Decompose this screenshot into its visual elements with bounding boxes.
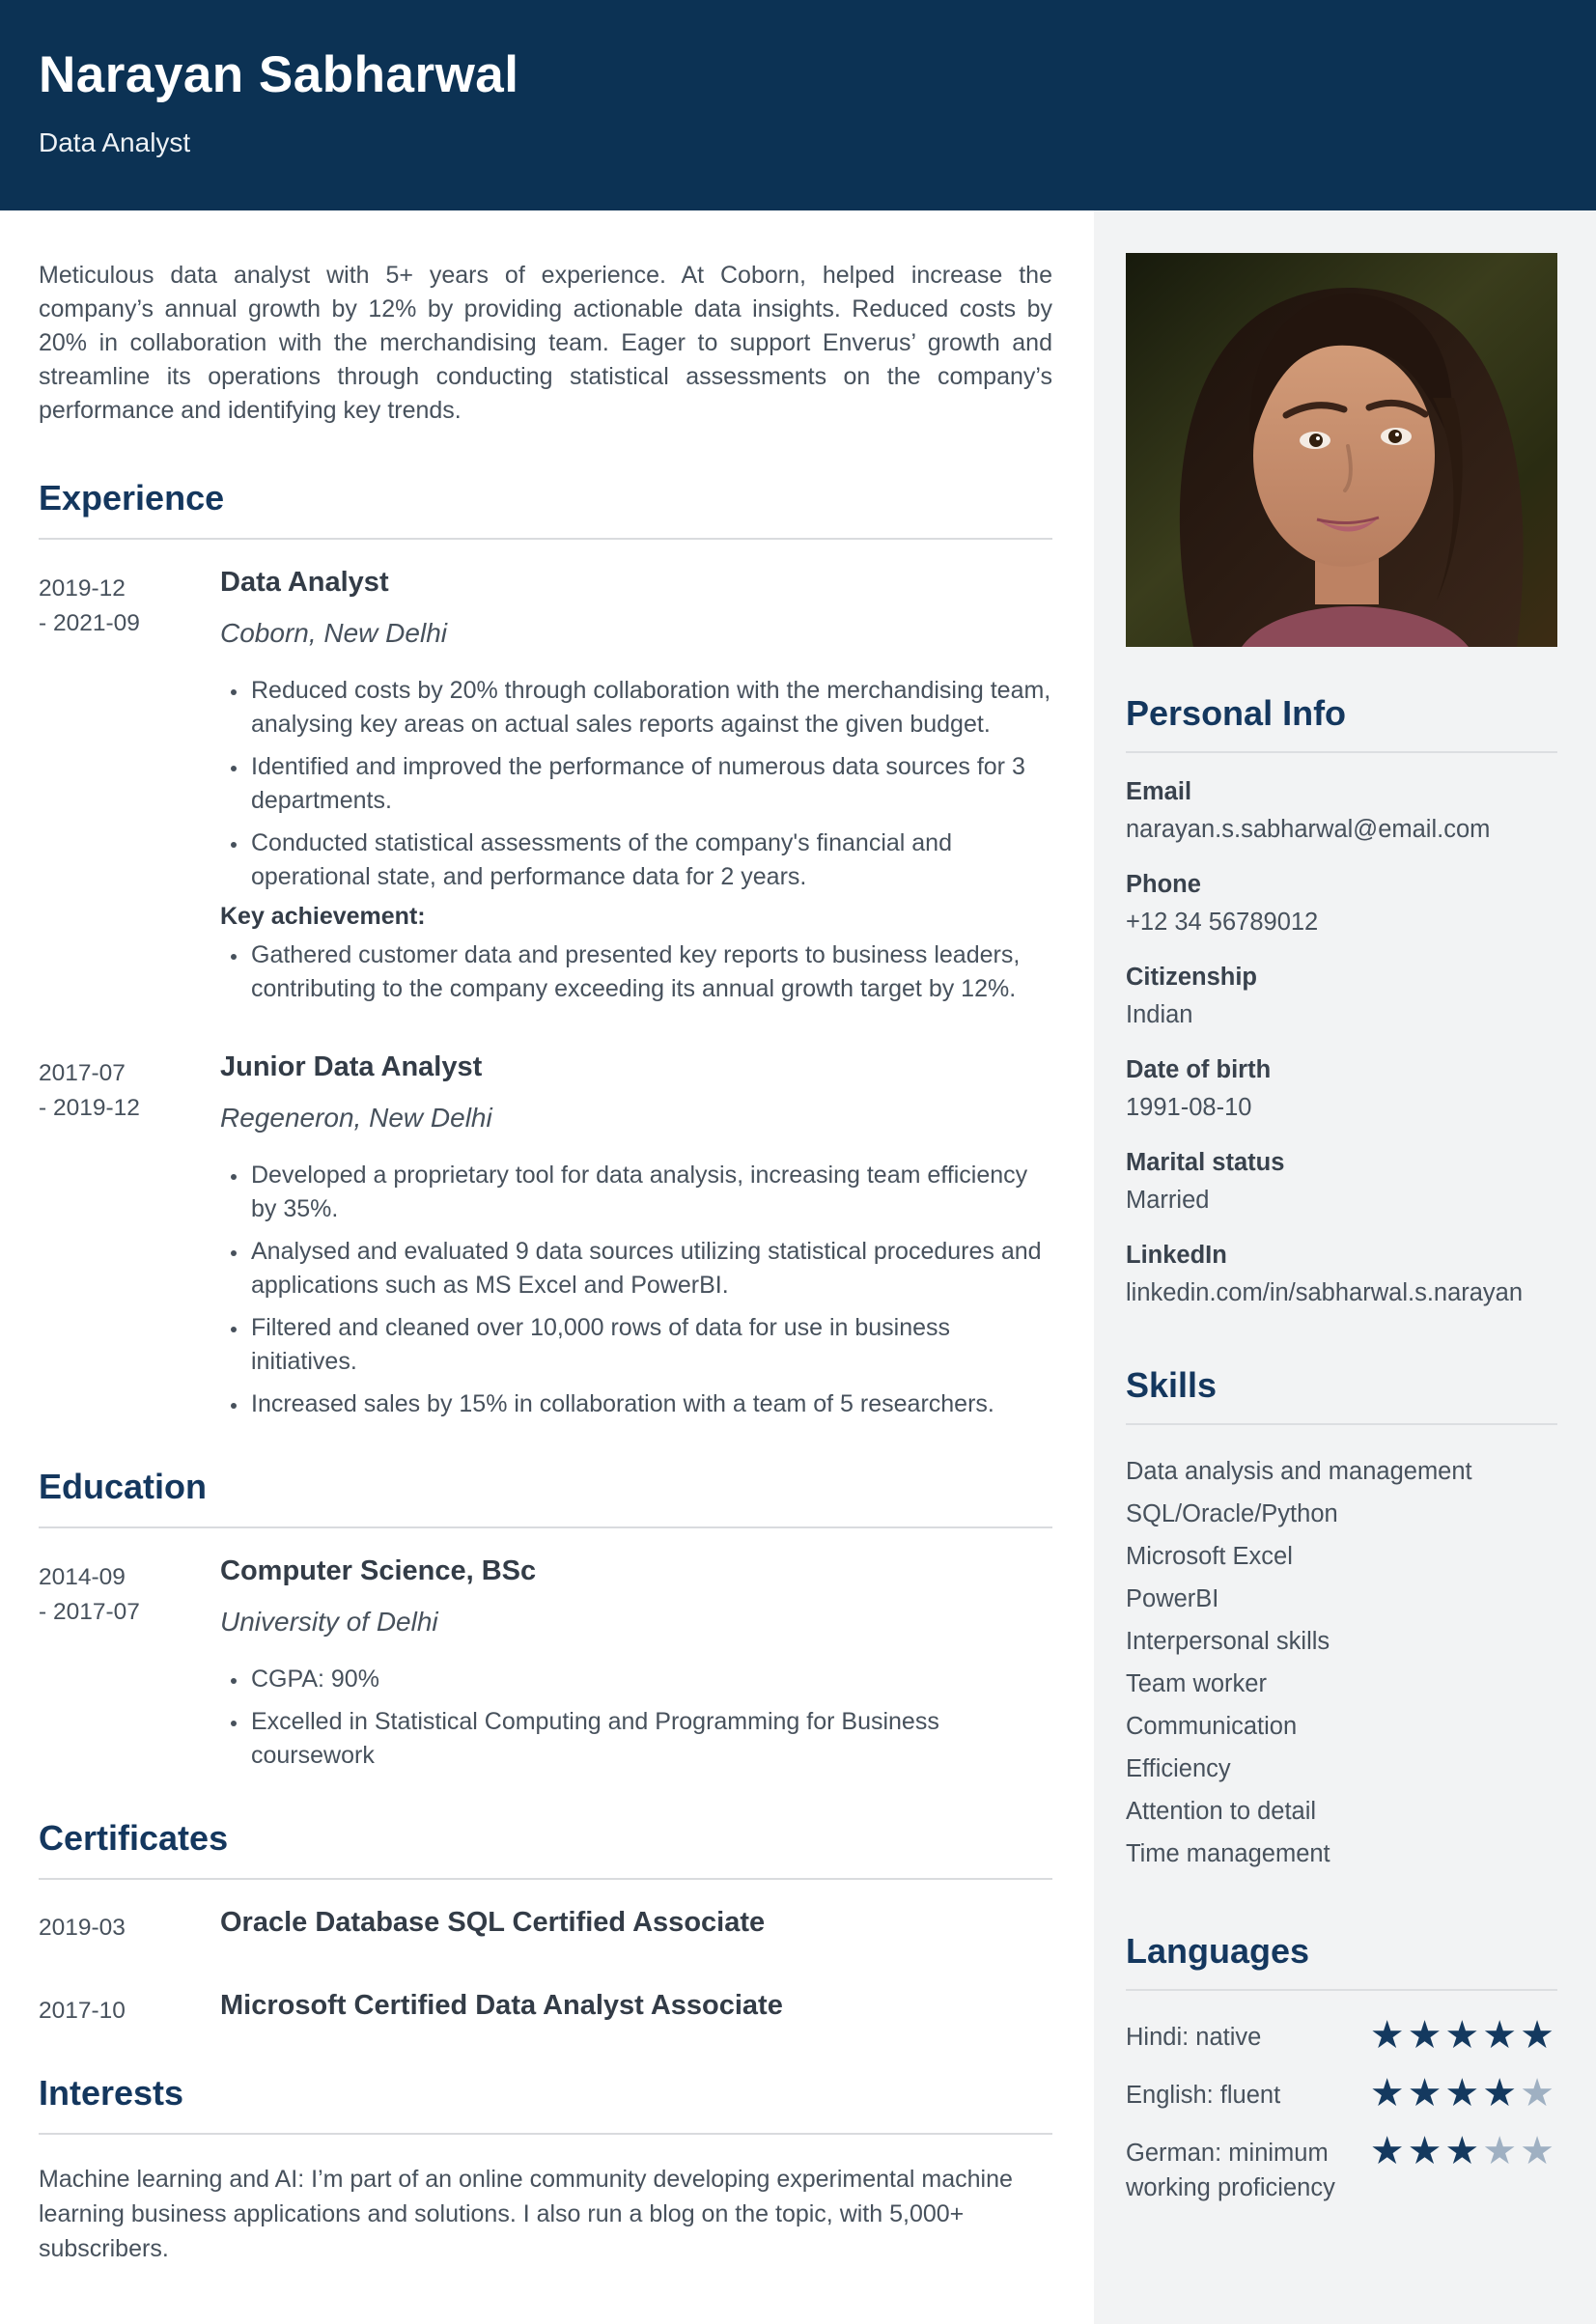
personal-info-label: Email — [1126, 778, 1192, 805]
skills-section — [1126, 1365, 1557, 1875]
star-rating — [1370, 2074, 1557, 2113]
personal-info-section — [1126, 693, 1557, 1309]
dated-entry — [39, 567, 1052, 1015]
star-icon: ★ — [1482, 2014, 1521, 2057]
experience-heading: Experience — [39, 478, 225, 518]
certificate-title: Microsoft Certified Data Analyst Associate — [220, 1990, 783, 2021]
star-icon: ★ — [1369, 2072, 1408, 2114]
star-icon: ★ — [1369, 2014, 1408, 2057]
personal-info-value: +12 34 56789012 — [1126, 909, 1319, 936]
entry-company: Coborn, New Delhi — [220, 618, 447, 648]
language-item — [1126, 2074, 1557, 2113]
language-item — [1126, 2132, 1557, 2205]
profile-summary: Meticulous data analyst with 5+ years of experience. At Coborn, helped increase the company’s annual growth by 12% by providing actionable data insights. Reduced costs by 20% in collaboration with the merchandising team. Eager to support Enverus’ growth and streamline its operations through conducting statistical assessments on the company’s performance and identifying key trends. — [39, 262, 1052, 424]
person-name: Narayan Sabharwal — [39, 46, 519, 103]
entry-content — [220, 1555, 1052, 1781]
skill-item: Microsoft Excel — [1126, 1543, 1293, 1570]
resume-header — [0, 0, 1596, 210]
personal-info-field — [1126, 964, 1557, 1031]
section-divider — [39, 1878, 1052, 1880]
certificate-date: 2017-10 — [39, 1998, 126, 2024]
entry-date-end: - 2019-12 — [39, 1095, 140, 1121]
entry-date-start: 2014-09 — [39, 1564, 126, 1590]
certificate-content — [220, 1907, 1052, 1946]
personal-info-value: Married — [1126, 1187, 1210, 1214]
skills-heading: Skills — [1126, 1365, 1218, 1405]
skill-item: PowerBI — [1126, 1585, 1219, 1612]
certificates-heading: Certificates — [39, 1818, 229, 1858]
personal-info-label: Citizenship — [1126, 964, 1258, 991]
star-icon: ★ — [1520, 2072, 1557, 2114]
sidebar — [1094, 210, 1596, 2324]
entry-date-range — [39, 1555, 220, 1781]
entry-bullet: • CGPA: 90% — [249, 1663, 1052, 1696]
personal-info-label: Date of birth — [1126, 1056, 1272, 1083]
language-label: Hindi: native — [1126, 2024, 1262, 2051]
interests-heading: Interests — [39, 2073, 184, 2113]
skill-item: Time management — [1126, 1840, 1330, 1867]
key-achievement-label: Key achievement: — [220, 903, 426, 930]
entry-date-range — [39, 1051, 220, 1430]
skills-list — [1126, 1450, 1557, 1875]
entry-bullet: • Filtered and cleaned over 10,000 rows of data for use in business initiatives. — [249, 1311, 1052, 1379]
skill-item: Attention to detail — [1126, 1798, 1317, 1825]
entry-content — [220, 1051, 1052, 1430]
interests-text: Machine learning and AI: I’m part of an online community developing experimental machine learning business applications and solutions. I also run a blog on the topic, with 5,000+ subscribers. — [39, 2166, 1013, 2262]
experience-section — [39, 478, 1052, 1430]
section-divider — [39, 1526, 1052, 1528]
entry-bullet: • Analysed and evaluated 9 data sources utilizing statistical procedures and applications such as MS Excel and PowerBI. — [249, 1235, 1052, 1302]
star-icon: ★ — [1520, 2130, 1557, 2172]
entry-date-range — [39, 567, 220, 1015]
interests-section — [39, 2073, 1052, 2266]
star-rating — [1370, 2016, 1557, 2055]
certificates-section — [39, 1818, 1052, 2029]
personal-info-field — [1126, 1149, 1557, 1217]
person-job-title: Data Analyst — [39, 126, 191, 157]
section-divider — [39, 2133, 1052, 2135]
personal-info-field — [1126, 1242, 1557, 1309]
personal-info-value: linkedin.com/in/sabharwal.s.narayan — [1126, 1279, 1524, 1306]
profile-photo — [1126, 253, 1557, 647]
language-item — [1126, 2016, 1557, 2055]
key-achievement-list — [249, 938, 1052, 1006]
entry-company: Regeneron, New Delhi — [220, 1103, 492, 1133]
star-icon: ★ — [1407, 2072, 1445, 2114]
entry-bullet: • Increased sales by 15% in collaboration with a team of 5 researchers. — [249, 1387, 1052, 1421]
content-columns — [0, 210, 1596, 2324]
certificate-entry — [39, 1990, 1052, 2029]
personal-info-field — [1126, 1056, 1557, 1124]
entry-date-end: - 2021-09 — [39, 610, 140, 636]
star-icon: ★ — [1407, 2130, 1445, 2172]
dated-entry — [39, 1555, 1052, 1781]
languages-list — [1126, 2016, 1557, 2205]
certificate-date: 2019-03 — [39, 1915, 126, 1941]
personal-info-fields — [1126, 778, 1557, 1309]
dated-entry — [39, 1051, 1052, 1430]
certificate-entries — [39, 1907, 1052, 2029]
skill-item: SQL/Oracle/Python — [1126, 1500, 1338, 1527]
skill-item: Efficiency — [1126, 1755, 1231, 1782]
entry-bullet: • Developed a proprietary tool for data analysis, increasing team efficiency by 35%. — [249, 1159, 1052, 1226]
skill-item: Interpersonal skills — [1126, 1628, 1330, 1655]
star-rating — [1370, 2132, 1557, 2170]
main-column — [0, 210, 1094, 2324]
languages-section — [1126, 1931, 1557, 2205]
personal-info-value: narayan.s.sabharwal@email.com — [1126, 816, 1491, 843]
education-section — [39, 1467, 1052, 1781]
personal-info-value: 1991-08-10 — [1126, 1094, 1252, 1121]
personal-info-label: Phone — [1126, 871, 1201, 898]
sidebar-divider — [1126, 751, 1557, 753]
entry-date-start: 2017-07 — [39, 1060, 126, 1086]
entry-bullet: • Excelled in Statistical Computing and Programming for Business coursework — [249, 1705, 1052, 1773]
skill-item: Communication — [1126, 1713, 1298, 1740]
sidebar-divider — [1126, 1989, 1557, 1991]
entry-title: Computer Science, BSc — [220, 1555, 537, 1586]
languages-heading: Languages — [1126, 1931, 1310, 1971]
star-icon: ★ — [1520, 2014, 1557, 2057]
skill-item: Data analysis and management — [1126, 1458, 1472, 1485]
personal-info-value: Indian — [1126, 1001, 1193, 1028]
star-icon: ★ — [1444, 2130, 1483, 2172]
personal-info-label: LinkedIn — [1126, 1242, 1227, 1269]
star-icon: ★ — [1482, 2072, 1521, 2114]
experience-entries — [39, 567, 1052, 1430]
certificate-content — [220, 1990, 1052, 2029]
star-icon: ★ — [1407, 2014, 1445, 2057]
entry-title: Data Analyst — [220, 567, 389, 598]
certificate-title: Oracle Database SQL Certified Associate — [220, 1907, 766, 1938]
star-icon: ★ — [1369, 2130, 1408, 2172]
star-icon: ★ — [1482, 2130, 1521, 2172]
language-label: German: minimum working proficiency — [1126, 2140, 1335, 2201]
star-icon: ★ — [1444, 2072, 1483, 2114]
personal-info-field — [1126, 778, 1557, 846]
key-achievement-bullet: • Gathered customer data and presented key reports to business leaders, contributing to the company exceeding its annual growth target by 12%. — [249, 938, 1052, 1006]
personal-info-label: Marital status — [1126, 1149, 1285, 1176]
entry-date-end: - 2017-07 — [39, 1599, 140, 1625]
skill-item: Team worker — [1126, 1670, 1267, 1697]
education-heading: Education — [39, 1467, 208, 1506]
star-icon: ★ — [1444, 2014, 1483, 2057]
entry-bullet: • Conducted statistical assessments of the company's financial and operational state, and performance data for 2 years. — [249, 826, 1052, 894]
personal-info-heading: Personal Info — [1126, 693, 1347, 733]
personal-info-field — [1126, 871, 1557, 938]
entry-bullet-list — [249, 1159, 1052, 1421]
sidebar-divider — [1126, 1423, 1557, 1425]
profile-photo-image — [1126, 253, 1557, 647]
section-divider — [39, 538, 1052, 540]
entry-bullet: • Reduced costs by 20% through collaboration with the merchandising team, analysing key areas on actual sales reports against the given budget. — [249, 674, 1052, 742]
language-label: English: fluent — [1126, 2082, 1281, 2109]
education-entries — [39, 1555, 1052, 1781]
entry-company: University of Delhi — [220, 1607, 438, 1637]
entry-date-start: 2019-12 — [39, 575, 126, 602]
entry-content — [220, 567, 1052, 1015]
entry-title: Junior Data Analyst — [220, 1051, 483, 1082]
entry-bullet-list — [249, 674, 1052, 894]
entry-bullet: • Identified and improved the performance of numerous data sources for 3 departments. — [249, 750, 1052, 818]
certificate-entry — [39, 1907, 1052, 1946]
entry-bullet-list — [249, 1663, 1052, 1773]
